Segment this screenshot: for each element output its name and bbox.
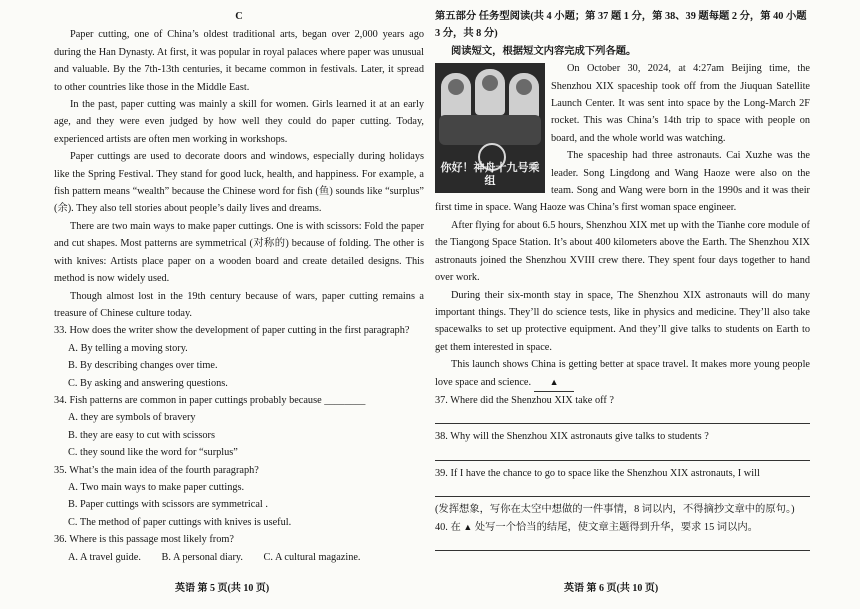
triangle-marker: ▲ bbox=[549, 376, 559, 387]
question-35: 35. What’s the main idea of the fourth paragraph? bbox=[54, 464, 259, 476]
astronaut-figure bbox=[475, 69, 505, 115]
astronaut-suits bbox=[439, 115, 541, 145]
options-36 bbox=[54, 549, 424, 566]
option-36c: C. A cultural magazine. bbox=[263, 551, 361, 563]
photo-caption: 你好！神舟十九号乘组 bbox=[440, 161, 540, 188]
paragraph-2: The spaceship had three astronauts. Cai Xuzhe was the leader. Song Lingdong and Wang Haoze were also on the team. Song and Wang were born in the 1990s and it was their first time in space. Wang Haoze was China’s first woman space engineer. bbox=[435, 150, 810, 214]
section-letter: C bbox=[235, 11, 243, 22]
q40-prefix: 40. 在 bbox=[435, 521, 461, 533]
paragraph-1: On October 30, 2024, at 4:27am Beijing time, the Shenzhou XIX spaceship took off from the Jiuquan Satellite Launch Center. It was sent into space by the Long-March 2F rocket. This was China’s 14th trip to space with people on board, and the whole world was watching. bbox=[551, 63, 810, 144]
reading-instruction: 阅读短文，根据短文内容完成下列各题。 bbox=[451, 45, 637, 57]
q40-text: 处写一个恰当的结尾，使文章主题得到升华，要求 15 词以内。 bbox=[474, 521, 758, 533]
astronaut-figure bbox=[441, 73, 471, 119]
paragraph-4: During their six-month stay in space, The Shenzhou XIX astronauts will do many important things. They’ll do science tests, like in physics and medicine. They’ll also take spacewalks to set up protective equipment. And they’ll give talks to students on Earth to get them interested in space. bbox=[435, 289, 810, 353]
question-39: 39. If I have the chance to go to space like the Shenzhou XIX astronauts, I will bbox=[435, 467, 760, 479]
option-34a: A. they are symbols of bravery bbox=[68, 412, 196, 424]
paragraph-2: In the past, paper cutting was mainly a skill for women. Girls learned it at an early age, and they were even judged by how well they could do paper cutting. Today, experienced artists are often men working in workshops. bbox=[54, 99, 424, 145]
paragraph-4: There are two main ways to make paper cuttings. One is with scissors: Fold the paper and cut shapes. Most patterns are symmetrical (对称的) because of folding. The other is with knives: Artists place paper on a wooden board and create detailed designs. This method is now widely used. bbox=[54, 220, 424, 285]
page-footer-right: 英语 第 6 页(共 10 页) bbox=[564, 582, 659, 594]
left-page bbox=[54, 8, 424, 566]
option-36b: B. A personal diary. bbox=[161, 551, 243, 563]
option-36a: A. A travel guide. bbox=[68, 551, 141, 563]
paragraph-5 bbox=[435, 356, 810, 392]
option-35a: A. Two main ways to make paper cuttings. bbox=[68, 481, 245, 493]
right-page bbox=[435, 8, 810, 555]
option-34c: C. they sound like the word for “surplus” bbox=[68, 447, 238, 459]
option-33b: B. By describing changes over time. bbox=[68, 360, 218, 372]
option-34b: B. they are easy to cut with scissors bbox=[68, 429, 215, 441]
question-40 bbox=[435, 519, 810, 536]
answer-line-37[interactable] bbox=[435, 409, 810, 424]
paragraph-1: Paper cutting, one of China’s oldest traditional arts, began over 2,000 years ago during the Han Dynasty. At first, it was popular in royal palaces where paper was unusual and valuable. By the 7th-13th centuries, it became common in festivals. Later, it spread to other countries like those in the Middle East. bbox=[54, 29, 424, 93]
question-34: 34. Fish patterns are common in paper cuttings probably because ________ bbox=[54, 394, 366, 406]
question-33: 33. How does the writer show the development of paper cutting in the first paragraph? bbox=[54, 325, 410, 337]
paragraph-3: Paper cuttings are used to decorate doors and windows, especially during holidays like the Spring Festival. They stand for good luck, health, and happiness. For example, a fish pattern means “wealth” because the Chinese word for fish (鱼) sounds like “surplus” (余). They also tell stories about people’s daily lives and dreams. bbox=[54, 151, 424, 215]
question-39-note: (发挥想象，写你在太空中想做的一件事情，8 词以内，不得摘抄文章中的原句。) bbox=[435, 504, 795, 516]
option-35c: C. The method of paper cuttings with knives is useful. bbox=[68, 516, 292, 528]
last-paragraph-text: This launch shows China is getting better at space travel. It makes more young people love space and science. bbox=[435, 359, 810, 388]
paragraph-3: After flying for about 6.5 hours, Shenzhou XIX met up with the Tianhe core module of the Tiangong Space Station. It’s about 400 kilometers above the Earth. The Shenzhou XIX astronauts joined the Shenzhou XVIII crew there. They spent four days together to hand over work. bbox=[435, 219, 810, 284]
answer-blank[interactable] bbox=[534, 374, 574, 392]
option-35b: B. Paper cuttings with scissors are symmetrical . bbox=[68, 499, 268, 511]
answer-line-38[interactable] bbox=[435, 446, 810, 461]
question-37: 37. Where did the Shenzhou XIX take off ? bbox=[435, 394, 614, 406]
part-heading: 第五部分 任务型阅读(共 4 小题；第 37 题 1 分，第 38、39 题每题 2 分，第 40 小题 3 分，共 8 分) bbox=[435, 11, 807, 40]
option-33c: C. By asking and answering questions. bbox=[68, 377, 228, 389]
question-36: 36. Where is this passage most likely from? bbox=[54, 534, 234, 546]
question-38: 38. Why will the Shenzhou XIX astronauts give talks to students ? bbox=[435, 431, 709, 443]
triangle-marker: ▲ bbox=[463, 521, 473, 532]
page-footer-left: 英语 第 5 页(共 10 页) bbox=[175, 582, 270, 594]
astronaut-photo bbox=[435, 63, 545, 193]
paragraph-5: Though almost lost in the 19th century because of wars, paper cutting remains a treasure of Chinese culture today. bbox=[54, 290, 424, 319]
answer-line-40[interactable] bbox=[435, 536, 810, 551]
astronaut-figure bbox=[509, 73, 539, 119]
option-33a: A. By telling a moving story. bbox=[68, 342, 188, 354]
answer-line-39[interactable] bbox=[435, 482, 810, 497]
